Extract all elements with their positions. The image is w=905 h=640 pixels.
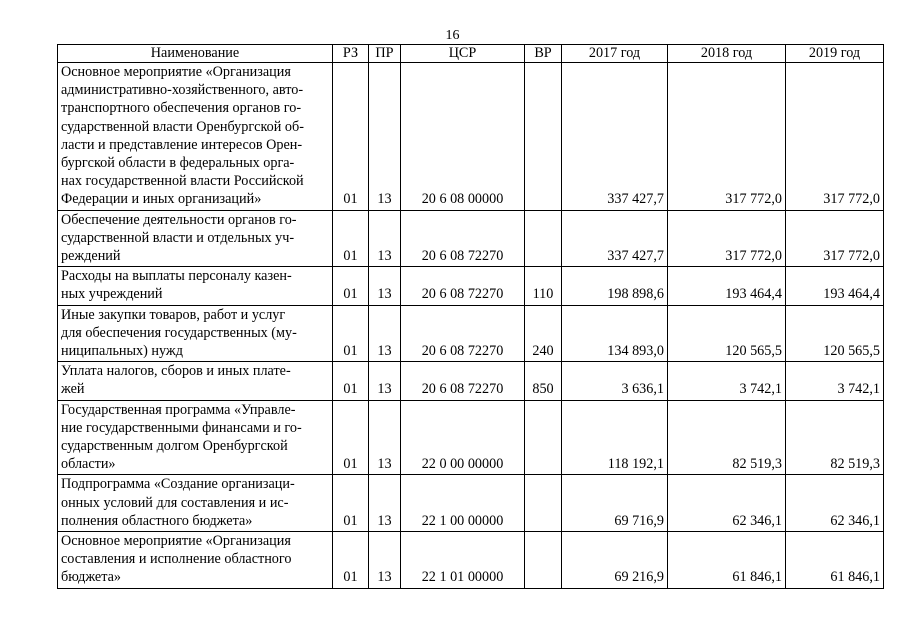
row-2019-cell: 61 846,1 — [786, 532, 884, 589]
header-name: Наименование — [58, 45, 333, 63]
row-name-line: сударственной власти Оренбургской об- — [61, 118, 304, 135]
row-name-cell — [58, 305, 333, 362]
row-csr-cell: 22 1 01 00000 — [401, 532, 525, 589]
row-csr-cell: 20 6 08 72270 — [401, 210, 525, 267]
row-name-cell — [58, 210, 333, 267]
row-2017-cell: 337 427,7 — [562, 63, 668, 211]
row-rz-cell: 01 — [333, 305, 369, 362]
row-name-line: нах государственной власти Российской — [61, 173, 304, 190]
row-name-cell — [58, 63, 333, 211]
row-name-line: Государственная программа «Управле- — [61, 401, 296, 418]
header-2019: 2019 год — [786, 45, 884, 63]
row-name-line: Федерации и иных организаций» — [61, 191, 262, 208]
row-name-line: ние государственными финансами и го- — [61, 419, 302, 436]
row-name-line: Иные закупки товаров, работ и услуг — [61, 306, 286, 323]
row-name-line: транспортного обеспечения органов го- — [61, 100, 302, 117]
row-2019-cell: 82 519,3 — [786, 400, 884, 475]
row-name-cell — [58, 267, 333, 305]
row-pr-cell: 13 — [369, 305, 401, 362]
row-vr-cell — [525, 532, 562, 589]
row-rz-cell: 01 — [333, 63, 369, 211]
row-rz-cell: 01 — [333, 210, 369, 267]
row-pr-cell: 13 — [369, 400, 401, 475]
row-vr-cell: 110 — [525, 267, 562, 305]
row-2017-cell: 134 893,0 — [562, 305, 668, 362]
row-csr-cell: 20 6 08 72270 — [401, 362, 525, 400]
row-name-line: ниципальных) нужд — [61, 343, 183, 360]
row-name-line: ных учреждений — [61, 286, 163, 303]
row-2019-cell: 317 772,0 — [786, 210, 884, 267]
row-2018-cell: 3 742,1 — [668, 362, 786, 400]
row-2017-cell: 69 716,9 — [562, 475, 668, 532]
row-2017-cell: 198 898,6 — [562, 267, 668, 305]
table-row — [58, 362, 884, 400]
row-name-cell — [58, 475, 333, 532]
row-csr-cell: 22 0 00 00000 — [401, 400, 525, 475]
row-rz-cell: 01 — [333, 362, 369, 400]
row-name-cell — [58, 400, 333, 475]
row-2019-cell: 62 346,1 — [786, 475, 884, 532]
row-name-line: Основное мероприятие «Организация — [61, 64, 291, 80]
row-vr-cell — [525, 475, 562, 532]
row-name-line: административно-хозяйственного, авто- — [61, 82, 304, 99]
row-csr-cell: 20 6 08 72270 — [401, 305, 525, 362]
header-vr: ВР — [525, 45, 562, 63]
row-csr-cell: 22 1 00 00000 — [401, 475, 525, 532]
row-name-line: Обеспечение деятельности органов го- — [61, 211, 297, 228]
row-name-line: для обеспечения государственных (му- — [61, 324, 297, 341]
row-rz-cell: 01 — [333, 475, 369, 532]
row-pr-cell: 13 — [369, 362, 401, 400]
row-2018-cell: 120 565,5 — [668, 305, 786, 362]
row-name-cell — [58, 362, 333, 400]
row-name-line: Основное мероприятие «Организация — [61, 533, 291, 550]
table-header-row — [58, 45, 884, 63]
row-csr-cell: 20 6 08 72270 — [401, 267, 525, 305]
row-2017-cell: 118 192,1 — [562, 400, 668, 475]
row-2019-cell: 120 565,5 — [786, 305, 884, 362]
row-name-line: реждений — [61, 248, 121, 265]
header-rz: РЗ — [333, 45, 369, 63]
row-name-line: ласти и представление интересов Орен- — [61, 136, 303, 153]
row-vr-cell: 850 — [525, 362, 562, 400]
row-pr-cell: 13 — [369, 532, 401, 589]
table-row — [58, 400, 884, 475]
row-2018-cell: 193 464,4 — [668, 267, 786, 305]
row-vr-cell: 240 — [525, 305, 562, 362]
header-csr: ЦСР — [401, 45, 525, 63]
row-vr-cell — [525, 400, 562, 475]
row-2017-cell: 69 216,9 — [562, 532, 668, 589]
row-name-cell — [58, 532, 333, 589]
row-rz-cell: 01 — [333, 400, 369, 475]
row-name-line: Уплата налогов, сборов и иных плате- — [61, 363, 291, 380]
table-row — [58, 210, 884, 267]
header-2017: 2017 год — [562, 45, 668, 63]
row-2019-cell: 3 742,1 — [786, 362, 884, 400]
row-name-line: сударственной власти и отдельных уч- — [61, 229, 295, 246]
row-name-line: бургской области в федеральных орга- — [61, 155, 295, 172]
row-pr-cell: 13 — [369, 210, 401, 267]
row-2017-cell: 3 636,1 — [562, 362, 668, 400]
row-name-line: Подпрограмма «Создание организаци- — [61, 476, 295, 493]
row-name-line: онных условий для составления и ис- — [61, 494, 289, 511]
row-rz-cell: 01 — [333, 267, 369, 305]
row-pr-cell: 13 — [369, 475, 401, 532]
table-row — [58, 267, 884, 305]
row-pr-cell: 13 — [369, 267, 401, 305]
row-name-line: полнения областного бюджета» — [61, 512, 253, 529]
row-2018-cell: 62 346,1 — [668, 475, 786, 532]
row-name-line: сударственным долгом Оренбургской — [61, 438, 288, 455]
table-row — [58, 305, 884, 362]
row-name-line: бюджета» — [61, 569, 121, 586]
row-2017-cell: 337 427,7 — [562, 210, 668, 267]
row-csr-cell: 20 6 08 00000 — [401, 63, 525, 211]
row-pr-cell: 13 — [369, 63, 401, 211]
row-name-line: области» — [61, 456, 116, 473]
budget-table — [57, 44, 884, 589]
header-2018: 2018 год — [668, 45, 786, 63]
row-2018-cell: 61 846,1 — [668, 532, 786, 589]
row-rz-cell: 01 — [333, 532, 369, 589]
row-vr-cell — [525, 210, 562, 267]
table-row — [58, 63, 884, 211]
row-2018-cell: 317 772,0 — [668, 210, 786, 267]
row-name-line: составления и исполнение областного — [61, 551, 292, 568]
row-2018-cell: 82 519,3 — [668, 400, 786, 475]
row-name-line: жей — [61, 381, 85, 398]
page-number: 16 — [445, 28, 460, 43]
header-pr: ПР — [369, 45, 401, 63]
row-2019-cell: 193 464,4 — [786, 267, 884, 305]
table-row — [58, 475, 884, 532]
table-body — [58, 63, 884, 589]
row-vr-cell — [525, 63, 562, 211]
row-2018-cell: 317 772,0 — [668, 63, 786, 211]
row-2019-cell: 317 772,0 — [786, 63, 884, 211]
table-row — [58, 532, 884, 589]
row-name-line: Расходы на выплаты персоналу казен- — [61, 268, 292, 285]
